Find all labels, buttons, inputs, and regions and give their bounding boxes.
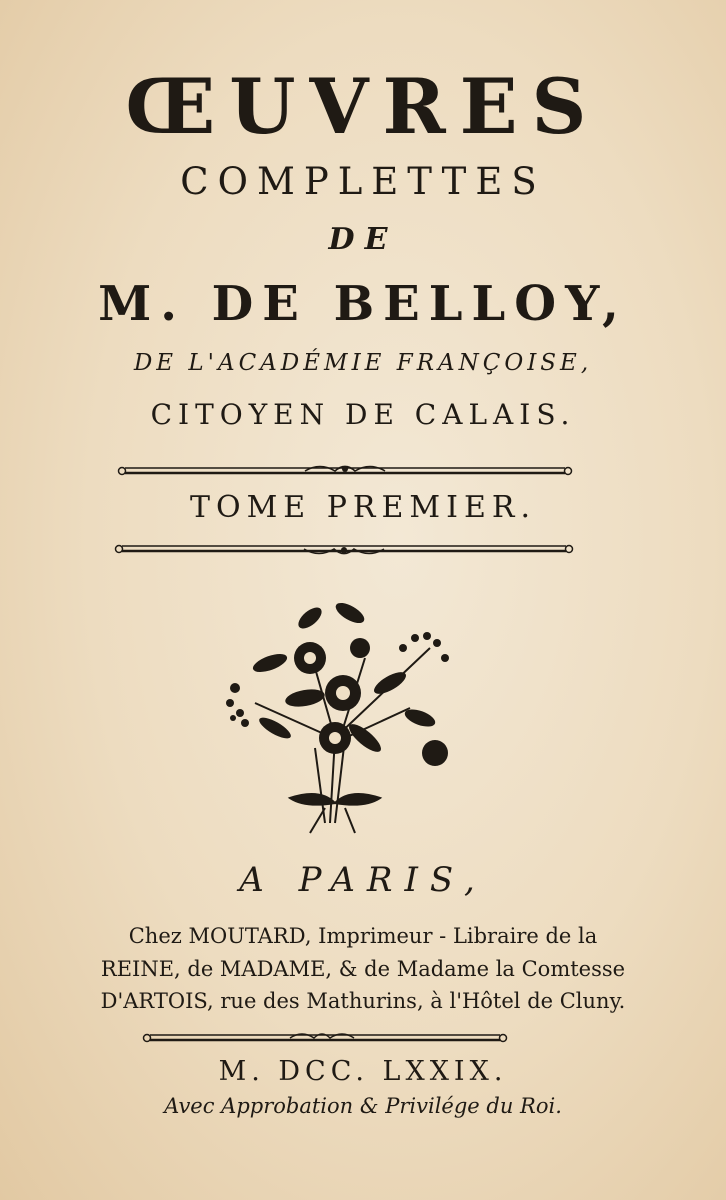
royal-privilege: Avec Approbation & Privilége du Roi. (164, 1094, 562, 1118)
volume-label: TOME PREMIER. (189, 490, 537, 525)
book-title: ŒUVRES (125, 62, 601, 151)
author-academy: DE L'ACADÉMIE FRANÇOISE, (133, 350, 593, 376)
ornamental-rule-icon (115, 462, 575, 480)
printer-line-2: REINE, de MADAME, & de Madame la Comtesse (100, 957, 626, 981)
publication-year: M. DCC. LXXIX. (218, 1056, 508, 1087)
book-subtitle: COMPLETTES (180, 160, 546, 203)
publication-place: A PARIS, (239, 860, 487, 900)
preposition-de: DE (328, 222, 398, 257)
printers-flower-bouquet-icon (215, 588, 465, 843)
ornamental-rule-icon (112, 540, 576, 558)
author-name: M. DE BELLOY, (98, 276, 628, 332)
author-citizenship: CITOYEN DE CALAIS. (150, 398, 576, 431)
printer-line-3: D'ARTOIS, rue des Mathurins, à l'Hôtel de Cluny. (100, 989, 626, 1013)
ornamental-rule-icon (140, 1030, 510, 1046)
printer-line-1: Chez MOUTARD, Imprimeur - Libraire de la (128, 924, 598, 948)
